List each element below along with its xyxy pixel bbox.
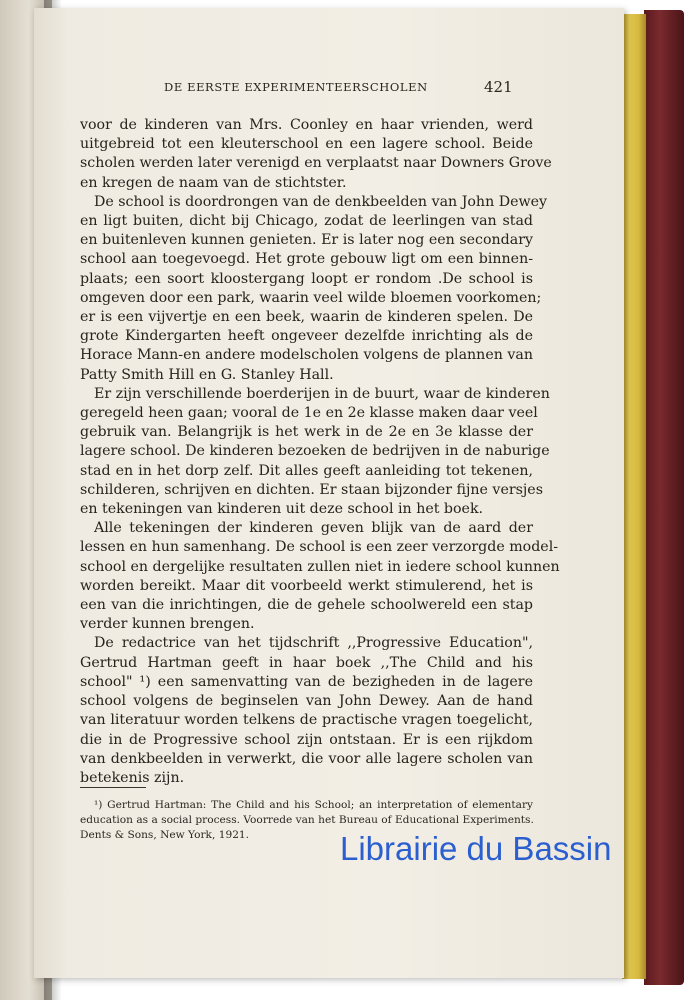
text-line: en kregen de naam van de stichtster. <box>80 174 347 191</box>
paragraph <box>80 385 550 519</box>
paragraph <box>80 193 548 385</box>
text-line: en tekeningen van kinderen uit deze school in het boek. <box>80 501 484 518</box>
text-line: Gertrud Hartman geeft in haar boek ,,The Child and his <box>80 654 533 671</box>
text-line: gebruik van. Belangrijk is het werk in de 2e en 3e klasse der <box>80 424 533 441</box>
text-line: geregeld heen gaan; vooral de 1e en 2e klasse maken daar veel <box>80 405 538 422</box>
paragraph <box>80 634 533 788</box>
text-line: van literatuur worden telkens de practische vragen toegelicht, <box>80 712 533 729</box>
text-line: en ligt buiten, dicht bij Chicago, zodat de leerlingen van stad <box>80 213 533 230</box>
text-line: Horace Mann-en andere modelscholen volgens de plannen van <box>80 347 533 364</box>
footnote-rule <box>80 787 146 788</box>
text-line: school volgens de beginselen van John Dewey. Aan de hand <box>80 693 533 710</box>
text-line: en buitenleven kunnen genieten. Er is later nog een secondary <box>80 232 533 249</box>
book-cover-edge <box>644 10 684 985</box>
text-line: Patty Smith Hill en G. Stanley Hall. <box>80 366 334 383</box>
text-line: scholen werden later verenigd en verplaatst naar Downers Grove <box>80 155 552 172</box>
paragraph <box>80 116 552 193</box>
footnote-line: ¹) Gertrud Hartman: The Child and his School; an interpretation of elementary <box>94 799 533 811</box>
text-line: Er zijn verschillende boerderijen in de buurt, waar de kinderen <box>94 385 550 402</box>
paragraph <box>80 519 560 634</box>
text-line: plaats; een soort kloostergang loopt er rondom .De school is <box>80 270 533 287</box>
text-line: lagere school. De kinderen bezoeken de bedrijven in de naburige <box>80 443 550 460</box>
text-line: er is een vijvertje en een beek, waarin de kinderen spelen. De <box>80 309 533 326</box>
watermark: Librairie du Bassin <box>340 830 612 867</box>
footnote-line: Dents & Sons, New York, 1921. <box>80 828 250 841</box>
text-line: schilderen, schrijven en dichten. Er staan bijzonder fijne versjes <box>80 481 543 498</box>
text-line: voor de kinderen van Mrs. Coonley en haar vrienden, werd <box>80 117 533 133</box>
text-line: De redactrice van het tijdschrift ,,Progressive Education", <box>94 635 533 652</box>
text-line: uitgebreid tot een kleuterschool en een lagere school. Beide <box>80 136 533 153</box>
text-line: Alle tekeningen der kinderen geven blijk van de aard der <box>94 520 533 537</box>
footnote-line: education as a social process. Voorrede van het Bureau of Educational Experiments. <box>80 813 534 826</box>
page-number: 421 <box>484 78 513 96</box>
text-line: school" ¹) een samenvatting van de bezigheden in de lagere <box>80 673 533 690</box>
text-line: school en dergelijke resultaten zullen niet in iedere school kunnen <box>80 558 560 575</box>
text-line: worden bereikt. Maar dit voorbeeld werkt stimulerend, het is <box>80 577 533 594</box>
text-line: lessen en hun samenhang. De school is een zeer verzorgde model- <box>80 539 559 556</box>
text-line: grote Kindergarten heeft ongeveer dezelfde inrichting als de <box>80 328 533 345</box>
text-line: school aan toegevoegd. Het grote gebouw ligt om een binnen- <box>80 251 533 268</box>
text-line: betekenis zijn. <box>80 769 185 786</box>
text-line: omgeven door een park, waarin veel wilde bloemen voorkomen; <box>80 289 542 306</box>
page-edges-gilt <box>622 14 646 979</box>
text-line: stad en in het dorp zelf. Dit alles geeft aanleiding tot tekenen, <box>80 462 533 479</box>
text-line: een van die inrichtingen, die de gehele schoolwereld een stap <box>80 597 533 614</box>
running-header: DE EERSTE EXPERIMENTEERSCHOLEN <box>164 80 428 94</box>
text-line: die in de Progressive school zijn ontstaan. Er is een rijkdom <box>80 731 533 748</box>
body-text <box>80 116 560 788</box>
text-line: verder kunnen brengen. <box>80 616 255 633</box>
text-line: De school is doordrongen van de denkbeelden van John Dewey <box>94 193 548 210</box>
text-line: van denkbeelden in verwerkt, die voor alle lagere scholen van <box>80 750 533 767</box>
